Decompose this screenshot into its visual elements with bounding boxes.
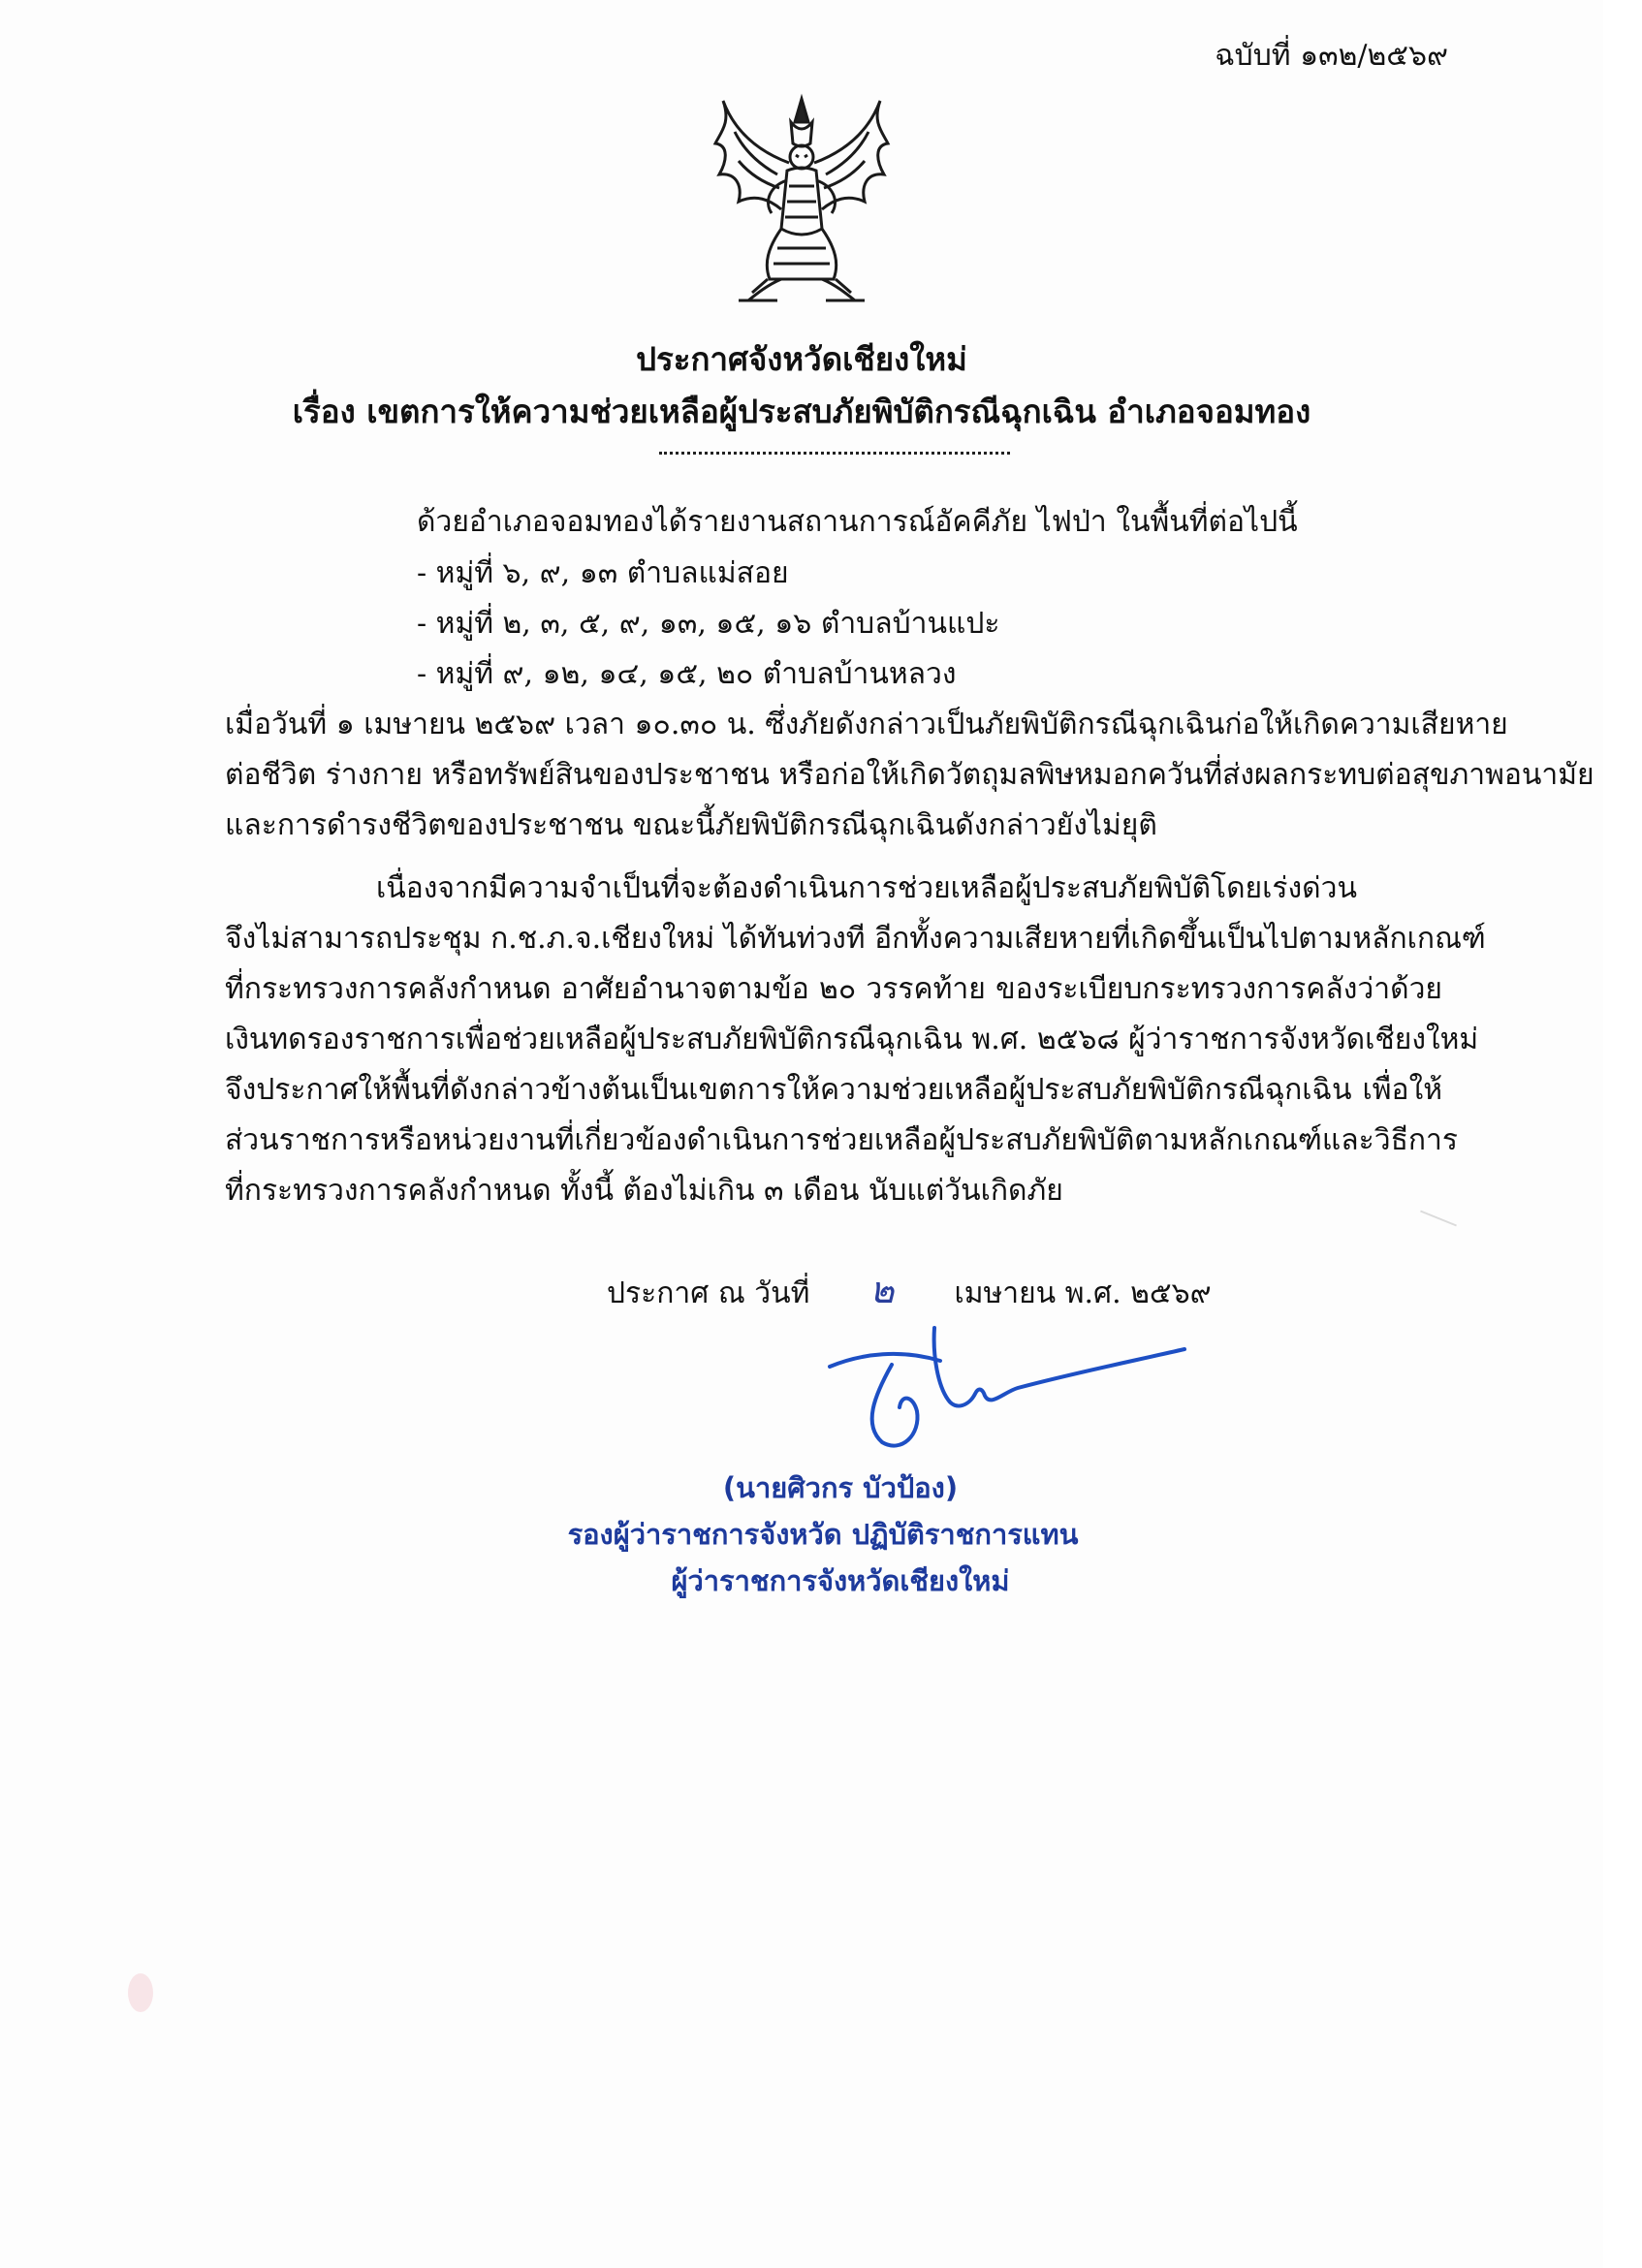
date-suffix: เมษายน พ.ศ. ๒๕๖๙ [954,1276,1212,1310]
area-item: - หมู่ที่ ๒, ๓, ๕, ๙, ๑๓, ๑๕, ๑๖ ตำบลบ้านแปะ [417,607,1000,641]
ink-smudge [128,1973,153,2012]
garuda-emblem-icon [710,93,894,306]
paragraph-1-line: ต่อชีวิต ร่างกาย หรือทรัพย์สินของประชาชน หรือก่อให้เกิดวัตถุมลพิษหมอกควันที่ส่งผลกระทบต่อสุขภาพอนามัย [225,758,1595,792]
announcement-date [607,1260,1212,1319]
paragraph-2-line: เนื่องจากมีความจำเป็นที่จะต้องดำเนินการช่วยเหลือผู้ประสบภัยพิบัติโดยเร่งด่วน [376,871,1357,905]
paragraph-1-line: เมื่อวันที่ ๑ เมษายน ๒๕๖๙ เวลา ๑๐.๓๐ น. ซึ่งภัยดังกล่าวเป็นภัยพิบัติกรณีฉุกเฉินก่อให้เกิดความเสียหาย [225,708,1508,741]
paragraph-2-line: ส่วนราชการหรือหน่วยงานที่เกี่ยวข้องดำเนินการช่วยเหลือผู้ประสบภัยพิบัติตามหลักเกณฑ์และวิธีการ [225,1123,1458,1157]
area-item: - หมู่ที่ ๙, ๑๒, ๑๔, ๑๕, ๒๐ ตำบลบ้านหลวง [417,657,957,691]
title-divider [659,452,1010,455]
paragraph-2-line: ที่กระทรวงการคลังกำหนด ทั้งนี้ ต้องไม่เกิน ๓ เดือน นับแต่วันเกิดภัย [225,1174,1063,1208]
paragraph-2-line: จึงไม่สามารถประชุม ก.ช.ภ.จ.เชียงใหม่ ได้ทันท่วงที อีกทั้งความเสียหายที่เกิดขึ้นเป็นไปตามหลักเกณฑ์ [225,922,1486,956]
document-number: ฉบับที่ ๑๓๒/๒๕๖๙ [1215,39,1448,73]
date-day-handwritten: ๒ [869,1269,895,1311]
date-prefix: ประกาศ ณ วันที่ [607,1276,810,1310]
announcement-subject: เรื่อง เขตการให้ความช่วยเหลือผู้ประสบภัยพิบัติกรณีฉุกเฉิน อำเภอจอมทอง [292,393,1311,430]
intro-text: ด้วยอำเภอจอมทองได้รายงานสถานการณ์อัคคีภัย ไฟป่า ในพื้นที่ต่อไปนี้ [417,505,1298,539]
signer-position-governor: ผู้ว่าราชการจังหวัดเชียงใหม่ [671,1564,1010,1597]
paragraph-1-line: และการดำรงชีวิตของประชาชน ขณะนี้ภัยพิบัติกรณีฉุกเฉินดังกล่าวยังไม่ยุติ [225,808,1157,842]
area-item: - หมู่ที่ ๖, ๙, ๑๓ ตำบลแม่สอย [417,556,789,590]
signature-icon [824,1318,1192,1464]
announcement-title: ประกาศจังหวัดเชียงใหม่ [636,340,967,378]
paragraph-2-line: เงินทดรองราชการเพื่อช่วยเหลือผู้ประสบภัยพิบัติกรณีฉุกเฉิน พ.ศ. ๒๕๖๘ ผู้ว่าราชการจังหวัดเชียงใหม่ [225,1023,1479,1056]
signer-name: (นายศิวกร บัวป้อง) [722,1471,959,1504]
signer-position: รองผู้ว่าราชการจังหวัด ปฏิบัติราชการแทน [567,1518,1079,1551]
paragraph-2-line: ที่กระทรวงการคลังกำหนด อาศัยอำนาจตามข้อ ๒๐ วรรคท้าย ของระเบียบกระทรวงการคลังว่าด้วย [225,972,1442,1006]
paragraph-2-line: จึงประกาศให้พื้นที่ดังกล่าวข้างต้นเป็นเขตการให้ความช่วยเหลือผู้ประสบภัยพิบัติกรณีฉุกเฉิน เพื่อให้ [225,1073,1442,1107]
